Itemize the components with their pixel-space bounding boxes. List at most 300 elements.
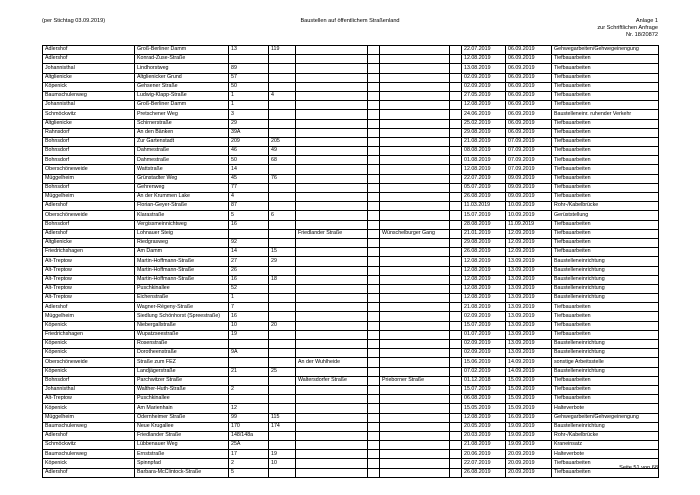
house-number-to-cell bbox=[269, 73, 296, 82]
cross-street-from-cell bbox=[296, 147, 368, 156]
start-date-cell: 20.03.2019 bbox=[462, 431, 506, 440]
table-row bbox=[43, 358, 659, 367]
street-cell: Wupatzseestraße bbox=[135, 330, 229, 339]
house-number-from-cell: 7 bbox=[229, 303, 269, 312]
end-date-cell: 15.09.2019 bbox=[506, 385, 552, 394]
cross-street-from-cell bbox=[296, 413, 368, 422]
cross-street-from-cell bbox=[296, 91, 368, 100]
end-date-cell: 12.09.2019 bbox=[506, 229, 552, 238]
cross-street-from-cell bbox=[296, 284, 368, 293]
cross-street-from-cell bbox=[296, 266, 368, 275]
work-type-cell: Tiefbauarbeiten bbox=[552, 64, 659, 73]
work-type-cell: sonstige Arbeitsstelle bbox=[552, 358, 659, 367]
blank-cell bbox=[450, 431, 462, 440]
house-number-to-cell bbox=[269, 183, 296, 192]
start-date-cell: 29.08.2019 bbox=[462, 128, 506, 137]
house-number-from-cell bbox=[229, 395, 269, 404]
cross-street-from-cell: Waltersdorfer Straße bbox=[296, 376, 368, 385]
table-row bbox=[43, 367, 659, 376]
house-number-from-cell bbox=[229, 358, 269, 367]
district-cell: Bohnsdorf bbox=[43, 183, 135, 192]
blank-cell bbox=[450, 404, 462, 413]
start-date-cell: 01.07.2019 bbox=[462, 330, 506, 339]
start-date-cell: 13.08.2019 bbox=[462, 64, 506, 73]
district-cell: Baumschulenweg bbox=[43, 422, 135, 431]
cross-street-from-cell bbox=[296, 137, 368, 146]
cross-street-from-cell bbox=[296, 367, 368, 376]
start-date-cell: 12.08.2019 bbox=[462, 413, 506, 422]
house-number-from-cell: 19 bbox=[229, 330, 269, 339]
house-number-from-cell: 45 bbox=[229, 174, 269, 183]
work-type-cell: Baustelleneinrichtung bbox=[552, 422, 659, 431]
house-number-from-cell: 17 bbox=[229, 450, 269, 459]
blank-cell bbox=[368, 367, 380, 376]
house-number-to-cell bbox=[269, 294, 296, 303]
table-row bbox=[43, 275, 659, 284]
blank-cell bbox=[368, 422, 380, 431]
blank-cell bbox=[450, 340, 462, 349]
house-number-from-cell: 9A bbox=[229, 349, 269, 358]
end-date-cell: 13.09.2019 bbox=[506, 312, 552, 321]
end-date-cell: 13.09.2019 bbox=[506, 266, 552, 275]
blank-cell bbox=[450, 211, 462, 220]
end-date-cell: 15.09.2019 bbox=[506, 404, 552, 413]
table-row bbox=[43, 459, 659, 468]
end-date-cell: 14.09.2019 bbox=[506, 358, 552, 367]
street-cell: Dahmestraße bbox=[135, 147, 229, 156]
blank-cell bbox=[450, 128, 462, 137]
house-number-to-cell bbox=[269, 376, 296, 385]
street-cell: Rosenstraße bbox=[135, 340, 229, 349]
house-number-to-cell bbox=[269, 220, 296, 229]
construction-sites-table bbox=[42, 45, 659, 478]
cross-street-to-cell bbox=[380, 395, 450, 404]
start-date-cell: 02.09.2019 bbox=[462, 349, 506, 358]
end-date-cell: 13.09.2019 bbox=[506, 330, 552, 339]
table-row bbox=[43, 128, 659, 137]
cross-street-to-cell bbox=[380, 312, 450, 321]
table-row bbox=[43, 330, 659, 339]
street-cell: An der Krummen Lake bbox=[135, 193, 229, 202]
house-number-to-cell: 76 bbox=[269, 174, 296, 183]
table-row bbox=[43, 431, 659, 440]
district-cell: Köpenick bbox=[43, 367, 135, 376]
blank-cell bbox=[450, 459, 462, 468]
cross-street-to-cell bbox=[380, 349, 450, 358]
house-number-from-cell: 77 bbox=[229, 183, 269, 192]
start-date-cell: 15.05.2019 bbox=[462, 404, 506, 413]
work-type-cell: Tiefbauarbeiten bbox=[552, 303, 659, 312]
table-row bbox=[43, 376, 659, 385]
cross-street-to-cell: Wünschelburger Gang bbox=[380, 229, 450, 238]
cross-street-from-cell bbox=[296, 468, 368, 477]
cross-street-from-cell bbox=[296, 441, 368, 450]
blank-cell bbox=[368, 312, 380, 321]
end-date-cell: 12.09.2019 bbox=[506, 248, 552, 257]
cross-street-to-cell bbox=[380, 211, 450, 220]
blank-cell bbox=[368, 202, 380, 211]
blank-cell bbox=[368, 91, 380, 100]
district-cell: Adlershof bbox=[43, 229, 135, 238]
cross-street-from-cell bbox=[296, 73, 368, 82]
blank-cell bbox=[450, 413, 462, 422]
house-number-from-cell: 14 bbox=[229, 248, 269, 257]
house-number-from-cell: 52 bbox=[229, 284, 269, 293]
work-type-cell: Gerüststellung bbox=[552, 211, 659, 220]
start-date-cell: 12.08.2019 bbox=[462, 294, 506, 303]
cross-street-from-cell bbox=[296, 101, 368, 110]
blank-cell bbox=[450, 82, 462, 91]
table-row bbox=[43, 294, 659, 303]
start-date-cell: 08.08.2019 bbox=[462, 147, 506, 156]
house-number-to-cell: 49 bbox=[269, 147, 296, 156]
end-date-cell: 13.09.2019 bbox=[506, 303, 552, 312]
blank-cell bbox=[450, 248, 462, 257]
house-number-to-cell bbox=[269, 358, 296, 367]
start-date-cell: 21.08.2019 bbox=[462, 441, 506, 450]
house-number-to-cell bbox=[269, 110, 296, 119]
cross-street-to-cell bbox=[380, 220, 450, 229]
cross-street-to-cell bbox=[380, 284, 450, 293]
blank-cell bbox=[368, 183, 380, 192]
cross-street-to-cell bbox=[380, 165, 450, 174]
table-row bbox=[43, 147, 659, 156]
cross-street-from-cell bbox=[296, 431, 368, 440]
blank-cell bbox=[368, 441, 380, 450]
end-date-cell: 07.09.2019 bbox=[506, 137, 552, 146]
street-cell: Walther-Huth-Straße bbox=[135, 385, 229, 394]
blank-cell bbox=[450, 367, 462, 376]
house-number-to-cell bbox=[269, 266, 296, 275]
district-cell: Köpenick bbox=[43, 404, 135, 413]
house-number-to-cell: 174 bbox=[269, 422, 296, 431]
end-date-cell: 19.09.2019 bbox=[506, 422, 552, 431]
district-cell: Adlershof bbox=[43, 46, 135, 55]
district-cell: Rahnsdorf bbox=[43, 128, 135, 137]
end-date-cell: 13.09.2019 bbox=[506, 340, 552, 349]
blank-cell bbox=[450, 147, 462, 156]
work-type-cell: Tiefbauarbeiten bbox=[552, 238, 659, 247]
blank-cell bbox=[450, 229, 462, 238]
work-type-cell: Baustelleneinrichtung bbox=[552, 257, 659, 266]
street-cell: Riedgrasweg bbox=[135, 238, 229, 247]
blank-cell bbox=[368, 376, 380, 385]
house-number-to-cell bbox=[269, 64, 296, 73]
district-cell: Schmöckwitz bbox=[43, 441, 135, 450]
end-date-cell: 13.09.2019 bbox=[506, 294, 552, 303]
cross-street-from-cell bbox=[296, 349, 368, 358]
blank-cell bbox=[368, 156, 380, 165]
cross-street-to-cell bbox=[380, 82, 450, 91]
end-date-cell: 19.09.2019 bbox=[506, 431, 552, 440]
end-date-cell: 06.09.2019 bbox=[506, 101, 552, 110]
start-date-cell: 02.09.2019 bbox=[462, 73, 506, 82]
street-cell: Altglienicker Grund bbox=[135, 73, 229, 82]
blank-cell bbox=[450, 110, 462, 119]
start-date-cell: 24.06.2019 bbox=[462, 110, 506, 119]
cross-street-from-cell bbox=[296, 156, 368, 165]
annex-line: Anlage 1 bbox=[635, 18, 658, 24]
header-reference-date: (per Stichtag 03.09.2019) bbox=[42, 18, 106, 24]
house-number-from-cell: 10 bbox=[229, 321, 269, 330]
blank-cell bbox=[368, 294, 380, 303]
district-cell: Müggelheim bbox=[43, 413, 135, 422]
work-type-cell: Tiefbauarbeiten bbox=[552, 147, 659, 156]
work-type-cell: Tiefbauarbeiten bbox=[552, 101, 659, 110]
house-number-to-cell: 205 bbox=[269, 137, 296, 146]
house-number-from-cell: 1 bbox=[229, 101, 269, 110]
table-row bbox=[43, 404, 659, 413]
work-type-cell: Baustelleneinrichtung bbox=[552, 367, 659, 376]
house-number-from-cell: 16 bbox=[229, 220, 269, 229]
cross-street-to-cell bbox=[380, 119, 450, 128]
start-date-cell: 26.08.2019 bbox=[462, 248, 506, 257]
street-cell: Lohnauer Steig bbox=[135, 229, 229, 238]
blank-cell bbox=[450, 64, 462, 73]
blank-cell bbox=[368, 284, 380, 293]
cross-street-from-cell bbox=[296, 193, 368, 202]
end-date-cell: 10.09.2019 bbox=[506, 211, 552, 220]
cross-street-from-cell bbox=[296, 165, 368, 174]
table-row bbox=[43, 321, 659, 330]
house-number-to-cell: 4 bbox=[269, 91, 296, 100]
district-cell: Adlershof bbox=[43, 55, 135, 64]
district-cell: Oberschöneweide bbox=[43, 211, 135, 220]
table-row bbox=[43, 202, 659, 211]
district-cell: Adlershof bbox=[43, 202, 135, 211]
house-number-to-cell bbox=[269, 312, 296, 321]
house-number-from-cell bbox=[229, 55, 269, 64]
table-row bbox=[43, 450, 659, 459]
house-number-from-cell: 26 bbox=[229, 266, 269, 275]
blank-cell bbox=[368, 275, 380, 284]
blank-cell bbox=[368, 193, 380, 202]
house-number-to-cell bbox=[269, 330, 296, 339]
work-type-cell: Gehwegarbeiten/Gehwegeinengung bbox=[552, 413, 659, 422]
street-cell: Puschkinallee bbox=[135, 395, 229, 404]
end-date-cell: 06.09.2019 bbox=[506, 91, 552, 100]
start-date-cell: 15.06.2019 bbox=[462, 358, 506, 367]
header-annex bbox=[597, 18, 658, 39]
blank-cell bbox=[450, 257, 462, 266]
house-number-to-cell bbox=[269, 340, 296, 349]
street-cell: Wagner-Régeny-Straße bbox=[135, 303, 229, 312]
blank-cell bbox=[368, 248, 380, 257]
blank-cell bbox=[450, 450, 462, 459]
district-cell: Bohnsdorf bbox=[43, 137, 135, 146]
cross-street-to-cell bbox=[380, 385, 450, 394]
street-cell: Landjägerstraße bbox=[135, 367, 229, 376]
blank-cell bbox=[368, 385, 380, 394]
blank-cell bbox=[450, 358, 462, 367]
cross-street-from-cell bbox=[296, 257, 368, 266]
end-date-cell: 09.09.2019 bbox=[506, 193, 552, 202]
start-date-cell: 21.08.2019 bbox=[462, 303, 506, 312]
blank-cell bbox=[368, 358, 380, 367]
start-date-cell: 28.08.2019 bbox=[462, 220, 506, 229]
start-date-cell: 05.07.2019 bbox=[462, 183, 506, 192]
end-date-cell: 06.09.2019 bbox=[506, 55, 552, 64]
blank-cell bbox=[368, 128, 380, 137]
cross-street-to-cell bbox=[380, 193, 450, 202]
blank-cell bbox=[368, 450, 380, 459]
start-date-cell: 22.07.2019 bbox=[462, 174, 506, 183]
house-number-to-cell: 29 bbox=[269, 257, 296, 266]
work-type-cell: Baustelleneinrichtung bbox=[552, 349, 659, 358]
house-number-to-cell: 25 bbox=[269, 367, 296, 376]
house-number-from-cell: 5 bbox=[229, 468, 269, 477]
end-date-cell: 12.09.2019 bbox=[506, 238, 552, 247]
street-cell: Straße zum FEZ bbox=[135, 358, 229, 367]
street-cell: Klarastraße bbox=[135, 211, 229, 220]
cross-street-to-cell bbox=[380, 340, 450, 349]
house-number-to-cell bbox=[269, 229, 296, 238]
house-number-to-cell bbox=[269, 349, 296, 358]
table-row bbox=[43, 156, 659, 165]
blank-cell bbox=[450, 275, 462, 284]
house-number-from-cell: 16 bbox=[229, 275, 269, 284]
end-date-cell: 20.09.2019 bbox=[506, 459, 552, 468]
cross-street-from-cell bbox=[296, 64, 368, 73]
work-type-cell: Tiefbauarbeiten bbox=[552, 137, 659, 146]
cross-street-from-cell bbox=[296, 128, 368, 137]
table-row bbox=[43, 82, 659, 91]
blank-cell bbox=[368, 266, 380, 275]
cross-street-from-cell bbox=[296, 395, 368, 404]
district-cell: Köpenick bbox=[43, 321, 135, 330]
house-number-to-cell bbox=[269, 404, 296, 413]
blank-cell bbox=[450, 294, 462, 303]
start-date-cell: 01.12.2018 bbox=[462, 376, 506, 385]
work-type-cell: Tiefbauarbeiten bbox=[552, 193, 659, 202]
street-cell: Eichenstraße bbox=[135, 294, 229, 303]
district-cell: Altglienicke bbox=[43, 119, 135, 128]
blank-cell bbox=[368, 459, 380, 468]
cross-street-from-cell: An der Wuhlheide bbox=[296, 358, 368, 367]
cross-street-to-cell bbox=[380, 64, 450, 73]
start-date-cell: 06.08.2019 bbox=[462, 395, 506, 404]
house-number-to-cell: 18 bbox=[269, 275, 296, 284]
district-cell: Alt-Treptow bbox=[43, 284, 135, 293]
blank-cell bbox=[450, 46, 462, 55]
work-type-cell: Tiefbauarbeiten bbox=[552, 73, 659, 82]
house-number-to-cell: 10 bbox=[269, 459, 296, 468]
house-number-to-cell bbox=[269, 303, 296, 312]
blank-cell bbox=[450, 395, 462, 404]
cross-street-from-cell bbox=[296, 202, 368, 211]
street-cell: Neue Krugallee bbox=[135, 422, 229, 431]
start-date-cell: 26.08.2019 bbox=[462, 193, 506, 202]
blank-cell bbox=[368, 165, 380, 174]
end-date-cell: 06.09.2019 bbox=[506, 128, 552, 137]
house-number-from-cell: 3 bbox=[229, 110, 269, 119]
cross-street-from-cell bbox=[296, 303, 368, 312]
cross-street-to-cell bbox=[380, 330, 450, 339]
blank-cell bbox=[368, 55, 380, 64]
blank-cell bbox=[450, 174, 462, 183]
work-type-cell: Baustelleneinrichtung bbox=[552, 266, 659, 275]
cross-street-to-cell bbox=[380, 431, 450, 440]
cross-street-from-cell bbox=[296, 82, 368, 91]
work-type-cell: Tiefbauarbeiten bbox=[552, 174, 659, 183]
blank-cell bbox=[450, 312, 462, 321]
house-number-to-cell bbox=[269, 55, 296, 64]
blank-cell bbox=[368, 119, 380, 128]
house-number-from-cell bbox=[229, 376, 269, 385]
cross-street-from-cell bbox=[296, 450, 368, 459]
work-type-cell: Tiefbauarbeiten bbox=[552, 119, 659, 128]
house-number-from-cell: 14 bbox=[229, 165, 269, 174]
house-number-to-cell: 6 bbox=[269, 211, 296, 220]
cross-street-from-cell bbox=[296, 459, 368, 468]
district-cell: Alt-Treptow bbox=[43, 395, 135, 404]
table-row bbox=[43, 395, 659, 404]
house-number-from-cell bbox=[229, 229, 269, 238]
start-date-cell: 12.08.2019 bbox=[462, 275, 506, 284]
district-cell: Bohnsdorf bbox=[43, 220, 135, 229]
work-type-cell: Tiefbauarbeiten bbox=[552, 220, 659, 229]
district-cell: Müggelheim bbox=[43, 174, 135, 183]
table-row bbox=[43, 174, 659, 183]
blank-cell bbox=[450, 441, 462, 450]
blank-cell bbox=[368, 101, 380, 110]
house-number-from-cell: 87 bbox=[229, 202, 269, 211]
district-cell: Johannisthal bbox=[43, 64, 135, 73]
blank-cell bbox=[368, 73, 380, 82]
street-cell: Barbara-McClintock-Straße bbox=[135, 468, 229, 477]
street-cell: Konrad-Zuse-Straße bbox=[135, 55, 229, 64]
house-number-to-cell bbox=[269, 238, 296, 247]
work-type-cell: Baustelleneinr. ruhender Verkehr bbox=[552, 110, 659, 119]
house-number-from-cell: 29 bbox=[229, 119, 269, 128]
blank-cell bbox=[450, 468, 462, 477]
end-date-cell: 07.09.2019 bbox=[506, 165, 552, 174]
street-cell: Florian-Geyer-Straße bbox=[135, 202, 229, 211]
end-date-cell: 14.09.2019 bbox=[506, 367, 552, 376]
cross-street-from-cell bbox=[296, 46, 368, 55]
blank-cell bbox=[450, 137, 462, 146]
start-date-cell: 15.07.2019 bbox=[462, 211, 506, 220]
blank-cell bbox=[450, 349, 462, 358]
work-type-cell: Tiefbauarbeiten bbox=[552, 395, 659, 404]
blank-cell bbox=[368, 46, 380, 55]
blank-cell bbox=[368, 110, 380, 119]
table-row bbox=[43, 46, 659, 55]
blank-cell bbox=[368, 174, 380, 183]
house-number-from-cell: 148/148a bbox=[229, 431, 269, 440]
work-type-cell: Gehwegarbeiten/Gehwegeinengung bbox=[552, 46, 659, 55]
blank-cell bbox=[368, 147, 380, 156]
district-cell: Alt-Treptow bbox=[43, 266, 135, 275]
end-date-cell: 06.09.2019 bbox=[506, 64, 552, 73]
annex-line: Nr. 18/20872 bbox=[625, 32, 658, 38]
end-date-cell: 07.09.2019 bbox=[506, 147, 552, 156]
work-type-cell: Tiefbauarbeiten bbox=[552, 459, 659, 468]
start-date-cell: 07.02.2019 bbox=[462, 367, 506, 376]
table-row bbox=[43, 110, 659, 119]
cross-street-to-cell bbox=[380, 358, 450, 367]
blank-cell bbox=[368, 303, 380, 312]
house-number-from-cell: 170 bbox=[229, 422, 269, 431]
table-row bbox=[43, 238, 659, 247]
table-row bbox=[43, 165, 659, 174]
blank-cell bbox=[368, 64, 380, 73]
work-type-cell: Tiefbauarbeiten bbox=[552, 128, 659, 137]
district-cell: Johannisthal bbox=[43, 385, 135, 394]
blank-cell bbox=[450, 422, 462, 431]
table-row bbox=[43, 55, 659, 64]
blank-cell bbox=[368, 349, 380, 358]
